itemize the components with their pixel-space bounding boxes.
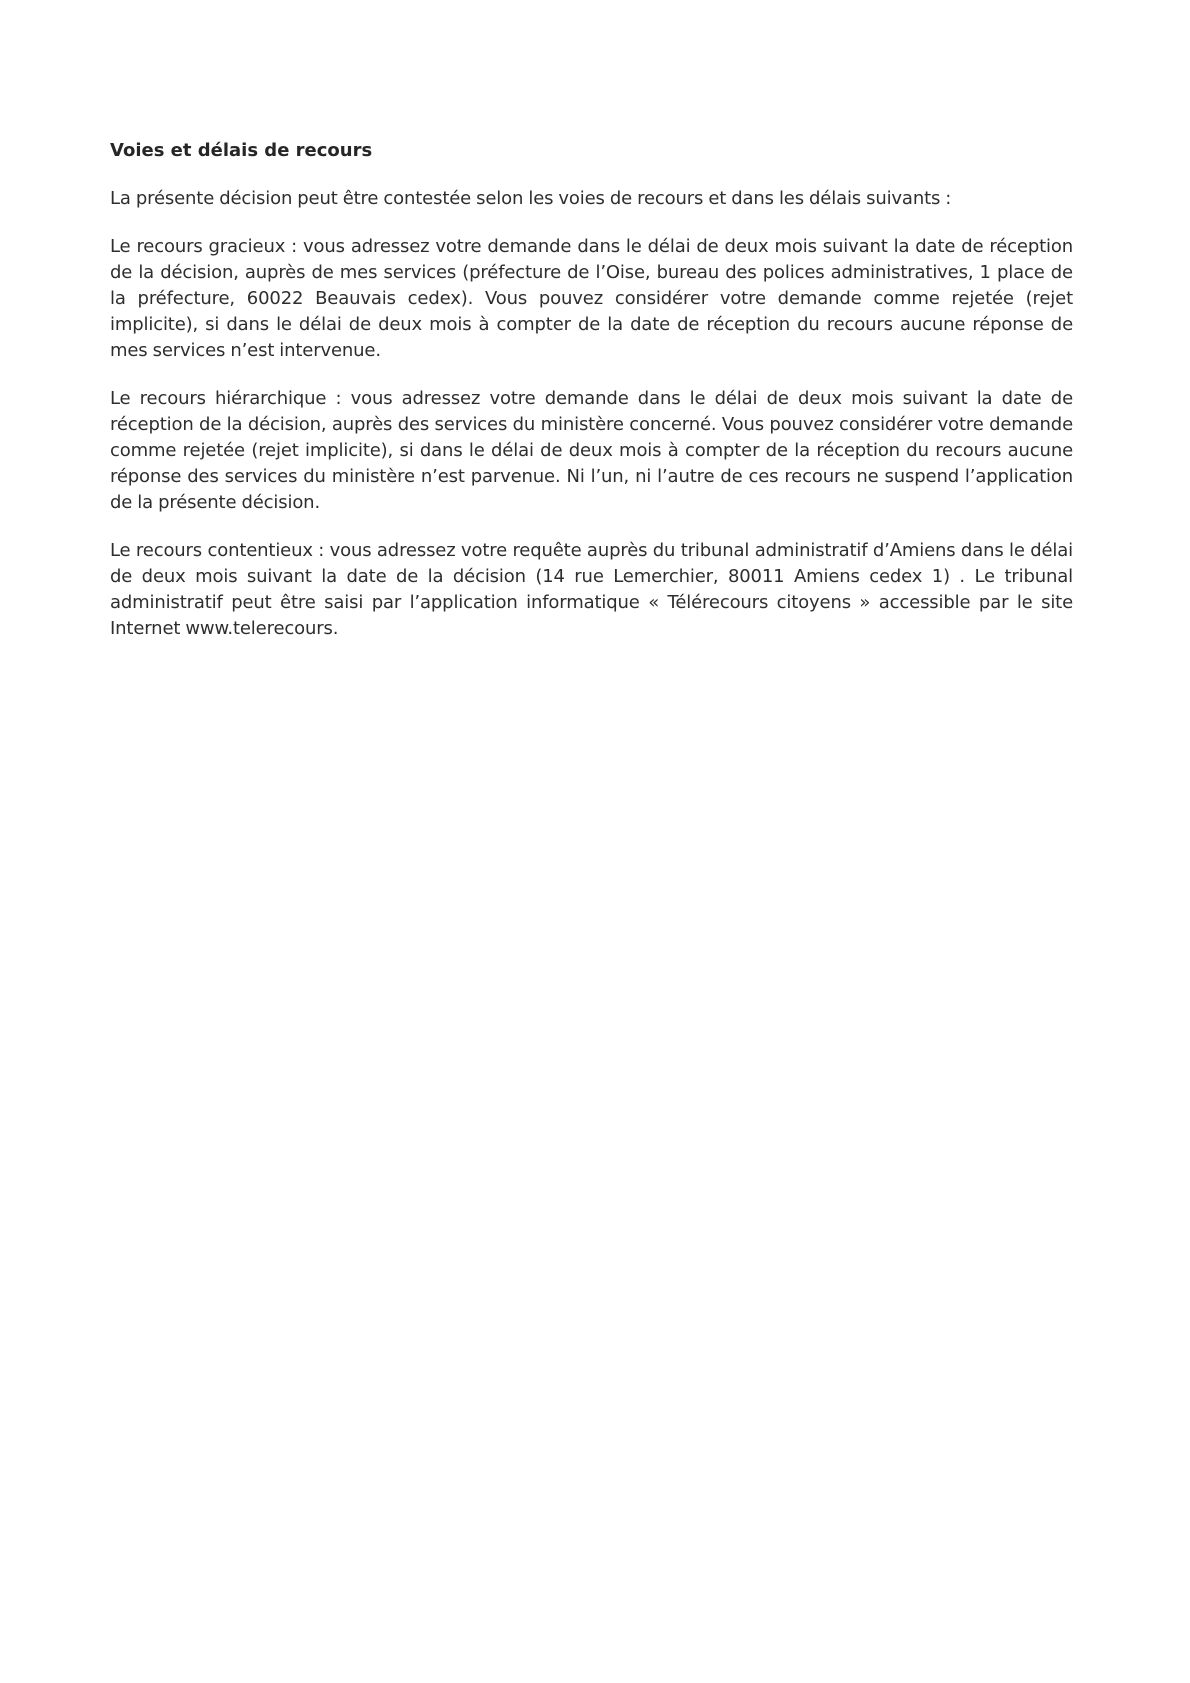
- intro-paragraph: La présente décision peut être contestée selon les voies de recours et dans les délais suivants :: [110, 188, 952, 209]
- section-heading: Voies et délais de recours: [110, 140, 373, 161]
- document-body: [110, 138, 1073, 664]
- recours-gracieux-paragraph: Le recours gracieux : vous adressez votre demande dans le délai de deux mois suivant la date de réception de la décision, auprès de mes services (préfecture de l’Oise, bureau des polices administratives, 1 place de la préfecture, 60022 Beauvais cedex). Vous pouvez considérer votre demande comme rejetée (rejet implicite), si dans le délai de deux mois à compter de la date de réception du recours aucune réponse de mes services n’est intervenue.: [110, 236, 1073, 361]
- recours-contentieux-paragraph: Le recours contentieux : vous adressez votre requête auprès du tribunal administratif d’Amiens dans le délai de deux mois suivant la date de la décision (14 rue Lemerchier, 80011 Amiens cedex 1) . Le tribunal administratif peut être saisi par l’application informatique « Télérecours citoyens » accessible par le site Internet www.telerecours.: [110, 540, 1073, 639]
- recours-hierarchique-paragraph: Le recours hiérarchique : vous adressez votre demande dans le délai de deux mois suivant la date de réception de la décision, auprès des services du ministère concerné. Vous pouvez considérer votre demande comme rejetée (rejet implicite), si dans le délai de deux mois à compter de la réception du recours aucune réponse des services du ministère n’est parvenue. Ni l’un, ni l’autre de ces recours ne suspend l’application de la présente décision.: [110, 388, 1073, 513]
